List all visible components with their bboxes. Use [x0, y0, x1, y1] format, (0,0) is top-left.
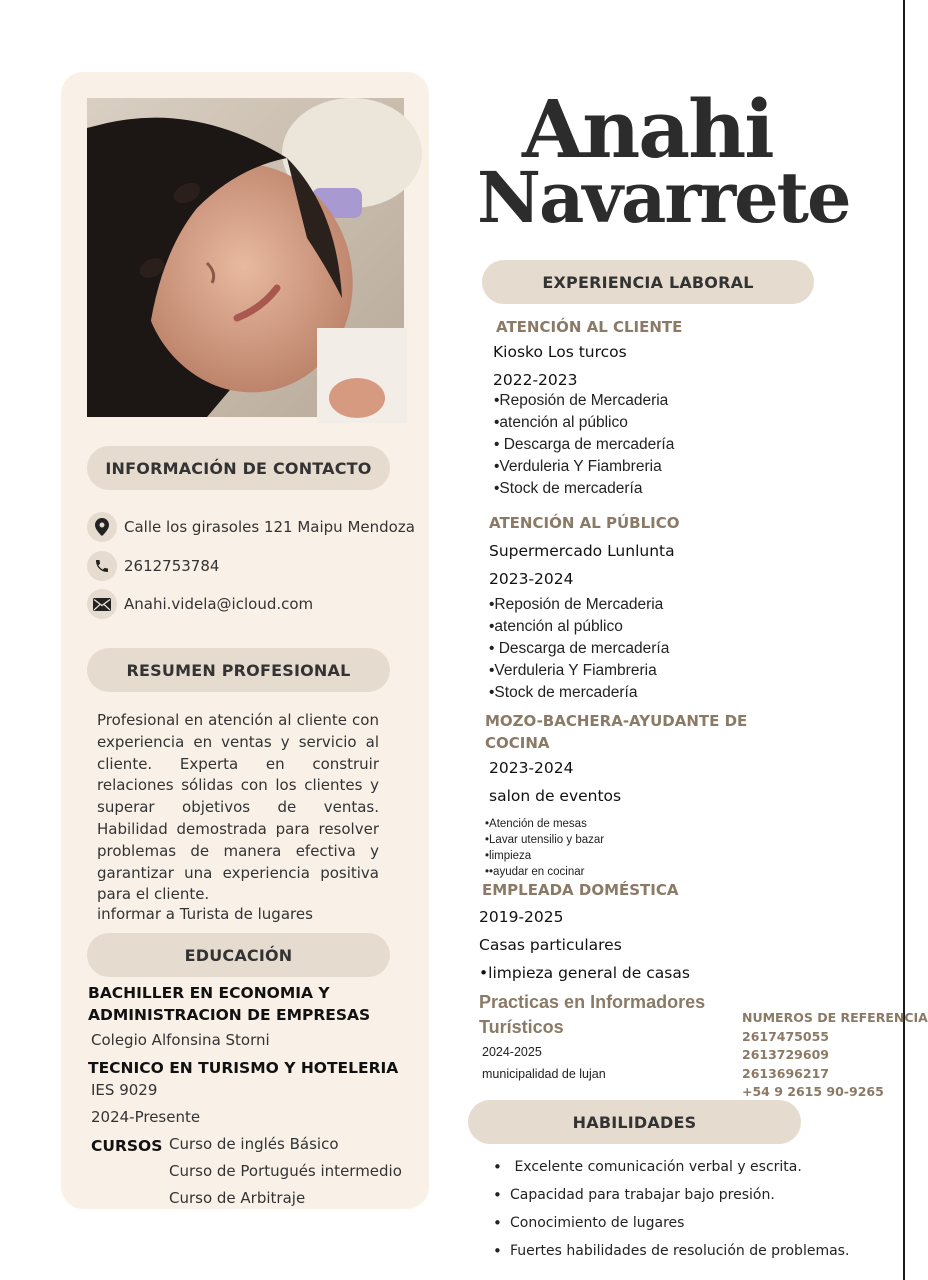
job1-period: 2022-2023: [493, 371, 578, 389]
contact-address: [87, 512, 415, 542]
list-item: •limpieza: [485, 850, 532, 862]
reference-number: +54 9 2615 90-9265: [742, 1084, 884, 1099]
job5-period: 2024-2025: [482, 1045, 542, 1059]
location-pin-icon: [87, 512, 117, 542]
experience-section-header: EXPERIENCIA LABORAL: [482, 260, 814, 304]
education-section-header: EDUCACIÓN: [87, 933, 390, 977]
phone-text: 2612753784: [124, 557, 220, 575]
job5-title-line2: Turísticos: [479, 1017, 564, 1037]
list-item: •Verduleria Y Fiambreria: [494, 458, 662, 475]
degree2-title: TECNICO EN TURISMO Y HOTELERIA: [88, 1059, 399, 1077]
job5-title: [479, 990, 705, 1040]
reference-numbers: [742, 1009, 928, 1102]
list-item: •Stock de mercadería: [489, 684, 638, 701]
contact-email: [87, 589, 313, 619]
last-name: Navarrete: [477, 156, 850, 239]
contact-section-header: INFORMACIÓN DE CONTACTO: [87, 446, 390, 490]
job3-title-line2: COCINA: [485, 734, 550, 752]
address-text: Calle los girasoles 121 Maipu Mendoza: [124, 518, 415, 536]
degree1-title-line2: ADMINISTRACION DE EMPRESAS: [88, 1006, 371, 1024]
profile-photo: [87, 98, 404, 417]
reference-number: 2613696217: [742, 1065, 829, 1081]
job5-title-line1: Practicas en Informadores: [479, 992, 706, 1012]
job1-bullets: [494, 390, 674, 500]
job2-period: 2023-2024: [489, 570, 574, 588]
skills-section-header: HABILIDADES: [468, 1100, 801, 1144]
skill-item: • Excelente comunicación verbal y escrita.: [493, 1153, 849, 1181]
job3-bullets: [485, 816, 604, 880]
list-item: •atención al público: [494, 414, 628, 431]
list-item: • Descarga de mercadería: [494, 436, 675, 453]
list-item: •Reposión de Mercaderia: [494, 392, 669, 409]
job3-title-line1: MOZO-BACHERA-AYUDANTE DE: [485, 712, 748, 730]
school2-period: 2024-Presente: [91, 1108, 201, 1126]
list-item: ••ayudar en cocinar: [485, 866, 585, 878]
job2-bullets: [489, 594, 669, 704]
job5-place: municipalidad de lujan: [482, 1067, 606, 1081]
skill-item: • Fuertes habilidades de resolución de problemas.: [493, 1237, 849, 1265]
job4-title: EMPLEADA DOMÉSTICA: [482, 881, 679, 899]
job3-period: 2023-2024: [489, 759, 574, 777]
first-name: Anahi: [522, 82, 773, 176]
list-item: • Descarga de mercadería: [489, 640, 670, 657]
job4-place: Casas particulares: [479, 936, 622, 954]
school2-name: IES 9029: [91, 1081, 158, 1099]
list-item: •atención al público: [489, 618, 623, 635]
job1-place: Kiosko Los turcos: [493, 343, 627, 361]
reference-number: 2617475055: [742, 1028, 829, 1044]
list-item: •Reposión de Mercaderia: [489, 596, 664, 613]
references-label: NUMEROS DE REFERENCIA: [742, 1010, 928, 1025]
list-item: •Lavar utensilio y bazar: [485, 834, 605, 846]
job2-place: Supermercado Lunlunta: [489, 542, 675, 560]
list-item: •Stock de mercadería: [494, 480, 643, 497]
summary-extra-text: informar a Turista de lugares: [97, 905, 313, 923]
job4-task: •limpieza general de casas: [479, 964, 690, 982]
skills-list: [493, 1153, 849, 1265]
contact-phone: [87, 551, 219, 581]
summary-text: Profesional en atención al cliente con experiencia en ventas y servicio al cliente. Experta en construir relaciones sólidas con los clientes y superar objetivos de ventas. Habilidad demostrada para resolver problemas de manera efectiva y garantizar una experiencia positiva para el cliente.: [97, 711, 379, 904]
job2-title: ATENCIÓN AL PÚBLICO: [489, 514, 680, 532]
reference-number: 2613729609: [742, 1047, 829, 1062]
job4-period: 2019-2025: [479, 908, 564, 926]
phone-icon: [87, 551, 117, 581]
list-item: •Verduleria Y Fiambreria: [489, 662, 657, 679]
mail-icon: [87, 589, 117, 619]
course-item: Curso de Portugués intermedio: [169, 1162, 402, 1180]
email-text: Anahi.videla@icloud.com: [124, 595, 314, 613]
degree1-title-line1: BACHILLER EN ECONOMIA Y: [88, 984, 330, 1002]
skill-item: • Capacidad para trabajar bajo presión.: [493, 1181, 849, 1209]
job3-place: salon de eventos: [489, 787, 622, 805]
list-item: •Atención de mesas: [485, 818, 587, 830]
summary-section-header: RESUMEN PROFESIONAL: [87, 648, 390, 692]
job1-title: ATENCIÓN AL CLIENTE: [496, 318, 683, 336]
course-item: Curso de inglés Básico: [169, 1135, 339, 1153]
courses-label: CURSOS: [91, 1137, 163, 1155]
school1-name: Colegio Alfonsina Storni: [91, 1031, 270, 1049]
skill-item: • Conocimiento de lugares: [493, 1209, 849, 1237]
course-item: Curso de Arbitraje: [169, 1189, 306, 1207]
